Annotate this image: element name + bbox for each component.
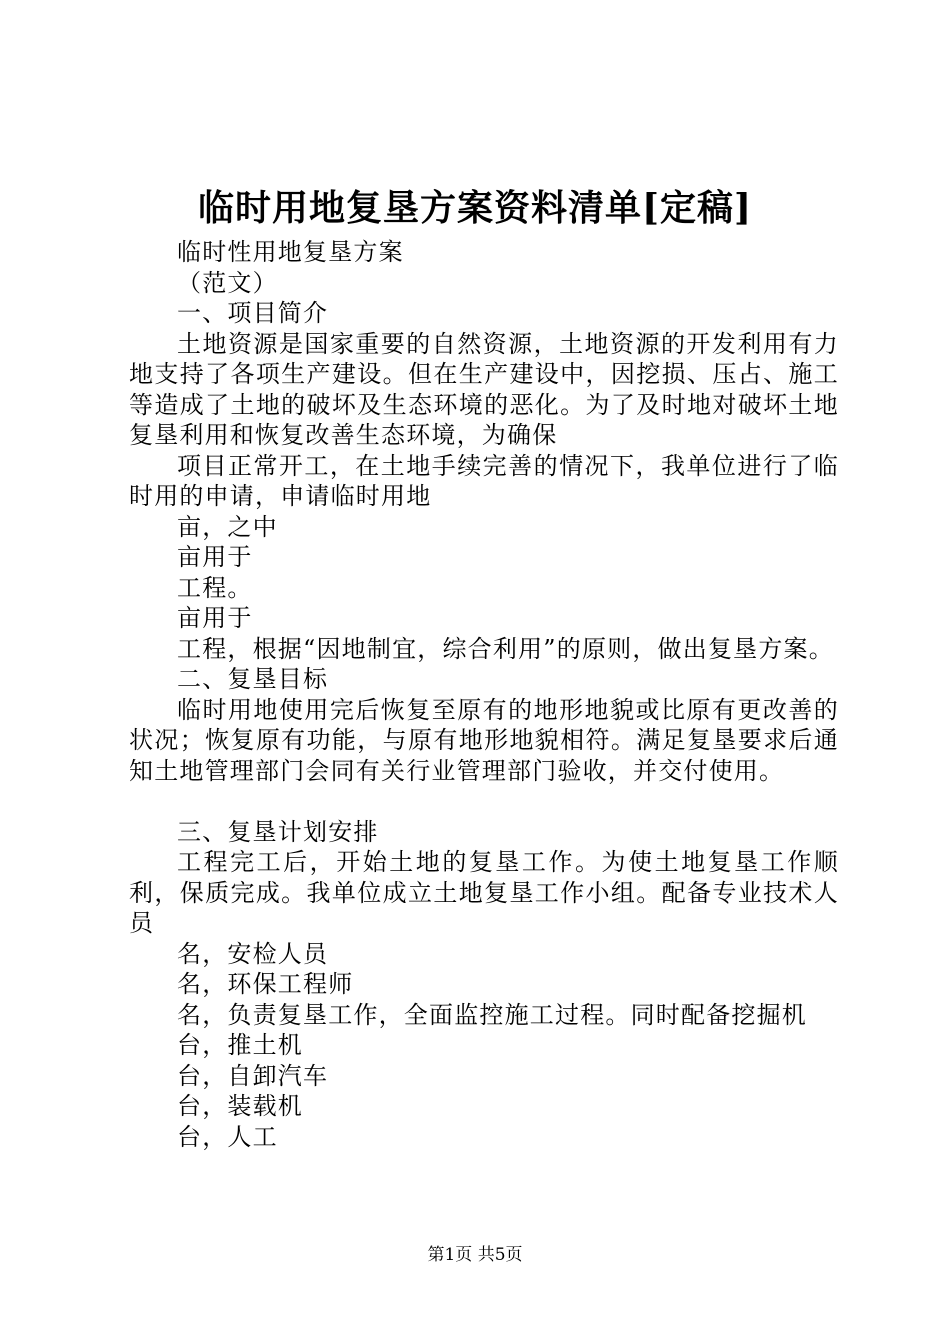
paragraph: 亩，之中 [177, 512, 278, 541]
document-title: 临时用地复垦方案资料清单[定稿] [197, 187, 753, 229]
paragraph: 名，环保工程师 [177, 970, 354, 998]
document-body [129, 237, 839, 1152]
paragraph: 工程完工后，开始土地的复垦工作。为使土地复垦工作顺利，保质完成。我单位成立土地复垦工作小组。配备专业技术人员 [129, 848, 839, 937]
paragraph: 台，推土机 [177, 1031, 303, 1059]
paragraph: 名，安检人员 [177, 939, 329, 968]
section-heading: 三、复垦计划安排 [177, 817, 379, 846]
paragraph: 台，自卸汽车 [177, 1061, 329, 1090]
section-heading: 二、复垦目标 [177, 665, 329, 693]
paragraph: 项目正常开工，在土地手续完善的情况下，我单位进行了临时用的申请，申请临时用地 [129, 451, 839, 510]
paragraph: 工程。 [177, 573, 253, 602]
paragraph: 亩用于 [177, 604, 253, 632]
paragraph: 土地资源是国家重要的自然资源，土地资源的开发利用有力地支持了各项生产建设。但在生产建设中，因挖损、压占、施工等造成了土地的破坏及生态环境的恶化。为了及时地对破坏土地复垦利用和恢复改善生态环境，为确保 [129, 329, 839, 449]
paragraph: 台，装载机 [177, 1092, 303, 1120]
paragraph: 临时用地使用完后恢复至原有的地形地貌或比原有更改善的状况；恢复原有功能，与原有地形地貌相符。满足复垦要求后通知土地管理部门会同有关行业管理部门验收，并交付使用。 [129, 695, 839, 785]
paragraph: 名，负责复垦工作，全面监控施工过程。同时配备挖掘机 [177, 1000, 807, 1029]
paragraph: 工程，根据“因地制宜，综合利用”的原则，做出复垦方案。 [177, 634, 834, 663]
page-footer: 第1页 共5页 [427, 1245, 523, 1265]
blank-line [129, 786, 839, 817]
paragraph: 临时性用地复垦方案 [177, 238, 404, 266]
paragraph: （范文） [177, 268, 278, 297]
paragraph: 亩用于 [177, 543, 253, 571]
section-heading: 一、项目简介 [177, 299, 329, 327]
paragraph: 台，人工 [177, 1122, 278, 1151]
